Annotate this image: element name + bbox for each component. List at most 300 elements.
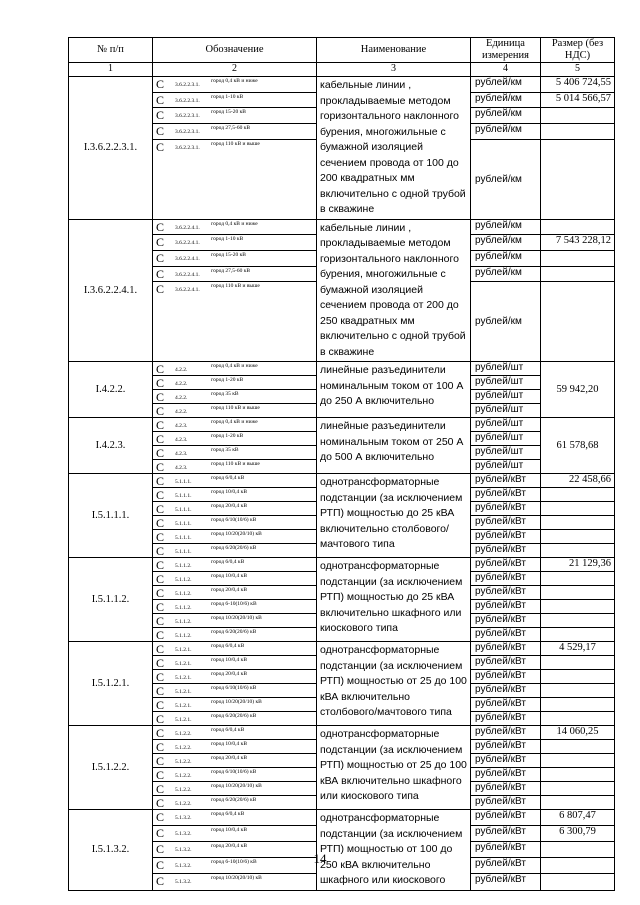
designation-subscript: 5.1.1.2.	[175, 605, 192, 611]
tariff-table	[68, 37, 615, 891]
item-name: линейные разъединители номинальным током от 100 А до 250 А включительно	[317, 362, 471, 418]
designation-letter: С	[156, 418, 165, 432]
designation-cell	[153, 488, 317, 502]
unit-cell: рублей/км	[471, 77, 541, 93]
designation-cell	[153, 460, 317, 474]
size-cell	[541, 600, 615, 614]
designation-subscript: 4.2.3.	[175, 437, 188, 443]
designation-cell	[153, 77, 317, 93]
designation-note: город 1-10 кВ	[211, 93, 244, 100]
size-cell	[541, 614, 615, 628]
designation-cell	[153, 670, 317, 684]
designation-subscript: 5.1.1.1.	[175, 493, 192, 499]
designation-note: город 10/20(20/10) кВ	[211, 783, 262, 789]
unit-cell: рублей/кВт	[471, 474, 541, 488]
designation-subscript: 3.6.2.2.3.1.	[175, 129, 200, 136]
col-num-3: 3	[317, 63, 471, 77]
designation-note: город 6/20(20/6) кВ	[211, 545, 257, 551]
designation-note: город 0,4 кВ и ниже	[211, 419, 258, 425]
designation-note: город 10/0,4 кВ	[211, 657, 248, 663]
designation-note: город 6/10(10/6) кВ	[211, 769, 257, 775]
col-num-4: 4	[471, 63, 541, 77]
unit-cell: рублей/кВт	[471, 782, 541, 796]
designation-subscript: 5.1.2.1.	[175, 689, 192, 695]
unit-cell: рублей/кВт	[471, 656, 541, 670]
designation-letter: С	[156, 282, 165, 297]
designation-cell	[153, 810, 317, 826]
item-number: I.5.1.1.2.	[69, 558, 153, 642]
designation-subscript: 5.1.3.2.	[175, 847, 192, 854]
designation-letter: С	[156, 858, 165, 873]
header-number: № п/п	[69, 38, 153, 63]
size-cell: 5 014 566,57	[541, 92, 615, 108]
designation-cell	[153, 139, 317, 219]
designation-subscript: 4.2.2.	[175, 409, 188, 415]
designation-letter: С	[156, 670, 165, 684]
designation-cell	[153, 558, 317, 572]
designation-note: город 27,5-60 кВ	[211, 267, 251, 274]
size-cell	[541, 586, 615, 600]
designation-note: город 110 кВ и выше	[211, 140, 260, 147]
unit-cell: рублей/кВт	[471, 810, 541, 826]
designation-letter: С	[156, 754, 165, 768]
header-size: Размер (без НДС)	[541, 38, 615, 63]
designation-subscript: 5.1.2.2.	[175, 787, 192, 793]
designation-letter: С	[156, 266, 165, 281]
designation-cell	[153, 282, 317, 362]
size-cell	[541, 544, 615, 558]
size-cell	[541, 488, 615, 502]
designation-subscript: 5.1.1.2.	[175, 619, 192, 625]
unit-cell: рублей/кВт	[471, 530, 541, 544]
designation-letter: С	[156, 404, 165, 418]
designation-letter: С	[156, 684, 165, 698]
header-designation: Обозначение	[153, 38, 317, 63]
designation-note: город 110 кВ и выше	[211, 461, 260, 467]
designation-letter: С	[156, 516, 165, 530]
designation-note: город 6/0,4 кВ	[211, 559, 245, 565]
designation-note: город 20/0,4 кВ	[211, 843, 248, 850]
designation-letter: С	[156, 572, 165, 586]
designation-subscript: 5.1.3.2.	[175, 863, 192, 870]
size-cell	[541, 698, 615, 712]
item-name: кабельные линии , прокладываемые методом горизонтального наклонного бурения, многожильные с бумажной изоляцией сечением провода от 100 до 200 квадратных мм включительно с одной трубой в скважине	[317, 77, 471, 220]
unit-cell: рублей/кВт	[471, 516, 541, 530]
unit-cell: рублей/шт	[471, 404, 541, 418]
designation-subscript: 3.6.2.2.4.1.	[175, 271, 200, 278]
designation-letter: С	[156, 842, 165, 857]
header-unit: Единица измерения	[471, 38, 541, 63]
unit-cell: рублей/кВт	[471, 712, 541, 726]
size-cell	[541, 712, 615, 726]
designation-subscript: 4.2.3.	[175, 465, 188, 471]
designation-letter: С	[156, 600, 165, 614]
item-name: однотрансформаторные подстанции (за исключением РТП) мощностью до 25 кВА включительно шкафного или киоскового типа	[317, 558, 471, 642]
size-cell	[541, 124, 615, 140]
designation-subscript: 3.6.2.2.4.1.	[175, 240, 200, 247]
designation-note: город 15-20 кВ	[211, 109, 246, 116]
designation-cell	[153, 530, 317, 544]
table-row	[69, 810, 615, 826]
size-cell	[541, 282, 615, 362]
unit-cell: рублей/шт	[471, 460, 541, 474]
designation-letter: С	[156, 77, 165, 91]
designation-subscript: 3.6.2.2.4.1.	[175, 287, 200, 294]
size-cell	[541, 266, 615, 282]
size-cell	[541, 250, 615, 266]
designation-cell	[153, 614, 317, 628]
designation-letter: С	[156, 108, 165, 123]
designation-letter: С	[156, 235, 165, 250]
designation-cell	[153, 796, 317, 810]
size-cell	[541, 740, 615, 754]
designation-letter: С	[156, 628, 165, 642]
unit-cell: рублей/кВт	[471, 642, 541, 656]
unit-cell: рублей/кВт	[471, 754, 541, 768]
unit-cell: рублей/кВт	[471, 502, 541, 516]
designation-subscript: 4.2.2.	[175, 367, 188, 373]
size-cell	[541, 139, 615, 219]
size-cell	[541, 572, 615, 586]
unit-cell: рублей/кВт	[471, 586, 541, 600]
designation-cell	[153, 754, 317, 768]
unit-cell: рублей/км	[471, 219, 541, 235]
designation-cell	[153, 782, 317, 796]
designation-subscript: 5.1.2.2.	[175, 731, 192, 737]
designation-cell	[153, 726, 317, 740]
designation-cell	[153, 235, 317, 251]
table-row	[69, 362, 615, 376]
unit-cell: рублей/кВт	[471, 488, 541, 502]
designation-note: город 6/20(20/6) кВ	[211, 713, 257, 719]
designation-letter: С	[156, 826, 165, 841]
col-num-1: 1	[69, 63, 153, 77]
designation-note: город 0,4 кВ и ниже	[211, 363, 258, 369]
item-name: однотрансформаторные подстанции (за исключением РТП) мощностью от 25 до 100 кВА включительно шкафного или киоскового типа	[317, 726, 471, 810]
designation-subscript: 3.6.2.2.4.1.	[175, 255, 200, 262]
designation-cell	[153, 266, 317, 282]
designation-subscript: 5.1.1.1.	[175, 535, 192, 541]
designation-subscript: 5.1.2.2.	[175, 745, 192, 751]
designation-note: город 6/0,4 кВ	[211, 475, 245, 481]
item-number: I.3.6.2.2.3.1.	[69, 77, 153, 220]
designation-subscript: 5.1.2.1.	[175, 647, 192, 653]
designation-note: город 6/0,4 кВ	[211, 811, 245, 817]
item-number: I.5.1.2.2.	[69, 726, 153, 810]
designation-subscript: 5.1.1.1.	[175, 521, 192, 527]
size-cell	[541, 782, 615, 796]
designation-note: город 10/0,4 кВ	[211, 489, 248, 495]
unit-cell: рублей/кВт	[471, 614, 541, 628]
unit-cell: рублей/шт	[471, 376, 541, 390]
designation-cell	[153, 92, 317, 108]
size-cell	[541, 219, 615, 235]
designation-cell	[153, 768, 317, 782]
designation-subscript: 5.1.1.1.	[175, 549, 192, 555]
designation-letter: С	[156, 446, 165, 460]
designation-subscript: 3.6.2.2.3.1.	[175, 113, 200, 120]
unit-cell: рублей/кВт	[471, 796, 541, 810]
designation-cell	[153, 404, 317, 418]
designation-note: город 6/0,4 кВ	[211, 727, 245, 733]
designation-note: город 1-20 кВ	[211, 377, 244, 383]
designation-letter: С	[156, 124, 165, 139]
designation-letter: С	[156, 530, 165, 544]
designation-letter: С	[156, 250, 165, 265]
designation-cell	[153, 474, 317, 488]
size-cell	[541, 628, 615, 642]
unit-cell: рублей/кВт	[471, 698, 541, 712]
designation-note: город 10/20(20/10) кВ	[211, 615, 262, 621]
item-name: однотрансформаторные подстанции (за исключением РТП) мощностью от 100 до 250 кВА включительно шкафного или киоскового	[317, 810, 471, 891]
unit-cell: рублей/шт	[471, 362, 541, 376]
size-cell	[541, 656, 615, 670]
designation-note: город 15-20 кВ	[211, 251, 246, 258]
designation-cell	[153, 446, 317, 460]
designation-cell	[153, 376, 317, 390]
header-name: Наименование	[317, 38, 471, 63]
unit-cell: рублей/кВт	[471, 600, 541, 614]
designation-letter: С	[156, 726, 165, 740]
designation-subscript: 3.6.2.2.3.1.	[175, 144, 200, 151]
unit-cell: рублей/кВт	[471, 874, 541, 890]
item-name: кабельные линии , прокладываемые методом горизонтального наклонного бурения, многожильные с бумажной изоляцией сечением провода от 200 до 250 квадратных мм включительно с одной трубой в скважине	[317, 219, 471, 362]
designation-note: город 0,4 кВ и ниже	[211, 220, 258, 227]
size-cell	[541, 768, 615, 782]
size-cell: 59 942,20	[541, 362, 615, 418]
designation-cell	[153, 390, 317, 404]
table-row	[69, 642, 615, 656]
item-number: I.4.2.3.	[69, 418, 153, 474]
designation-cell	[153, 874, 317, 890]
unit-cell: рублей/шт	[471, 446, 541, 460]
size-cell: 5 406 724,55	[541, 77, 615, 93]
designation-letter: С	[156, 712, 165, 726]
designation-note: город 6/0,4 кВ	[211, 643, 245, 649]
size-cell	[541, 108, 615, 124]
designation-cell	[153, 586, 317, 600]
size-cell	[541, 754, 615, 768]
size-cell: 7 543 228,12	[541, 235, 615, 251]
designation-note: город 35 кВ	[211, 391, 239, 397]
designation-letter: С	[156, 488, 165, 502]
designation-subscript: 4.2.2.	[175, 381, 188, 387]
size-cell	[541, 516, 615, 530]
size-cell: 4 529,17	[541, 642, 615, 656]
designation-subscript: 5.1.3.2.	[175, 831, 192, 838]
designation-letter: С	[156, 376, 165, 390]
designation-note: город 10/0,4 кВ	[211, 827, 248, 834]
designation-note: город 6-10(10/6) кВ	[211, 859, 257, 866]
designation-subscript: 5.1.1.2.	[175, 591, 192, 597]
size-cell	[541, 502, 615, 516]
unit-cell: рублей/кВт	[471, 726, 541, 740]
designation-subscript: 5.1.1.2.	[175, 577, 192, 583]
designation-subscript: 5.1.1.2.	[175, 563, 192, 569]
designation-letter: С	[156, 586, 165, 600]
designation-cell	[153, 656, 317, 670]
unit-cell: рублей/кВт	[471, 842, 541, 858]
unit-cell: рублей/кВт	[471, 544, 541, 558]
unit-cell: рублей/кВт	[471, 858, 541, 874]
unit-cell: рублей/шт	[471, 390, 541, 404]
designation-cell	[153, 418, 317, 432]
unit-cell: рублей/км	[471, 92, 541, 108]
designation-subscript: 5.1.2.2.	[175, 801, 192, 807]
designation-cell	[153, 124, 317, 140]
unit-cell: рублей/шт	[471, 432, 541, 446]
designation-subscript: 5.1.2.2.	[175, 773, 192, 779]
designation-note: город 10/20(20/10) кВ	[211, 699, 262, 705]
designation-subscript: 5.1.2.1.	[175, 661, 192, 667]
table-row	[69, 558, 615, 572]
designation-cell	[153, 572, 317, 586]
designation-letter: С	[156, 740, 165, 754]
designation-subscript: 5.1.3.2.	[175, 815, 192, 821]
unit-cell: рублей/шт	[471, 418, 541, 432]
unit-cell: рублей/кВт	[471, 740, 541, 754]
designation-letter: С	[156, 432, 165, 446]
designation-cell	[153, 642, 317, 656]
designation-subscript: 5.1.1.1.	[175, 507, 192, 513]
designation-subscript: 4.2.2.	[175, 395, 188, 401]
designation-subscript: 4.2.3.	[175, 423, 188, 429]
designation-letter: С	[156, 796, 165, 810]
item-number: I.5.1.3.2.	[69, 810, 153, 891]
designation-cell	[153, 740, 317, 754]
unit-cell: рублей/км	[471, 282, 541, 362]
table-row	[69, 219, 615, 235]
designation-letter: С	[156, 810, 165, 824]
designation-note: город 10/20(20/10) кВ	[211, 531, 262, 537]
designation-cell	[153, 712, 317, 726]
item-name: однотрансформаторные подстанции (за исключением РТП) мощностью до 25 кВА включительно столбового/мачтового типа	[317, 474, 471, 558]
unit-cell: рублей/км	[471, 124, 541, 140]
item-number: I.5.1.1.1.	[69, 474, 153, 558]
designation-note: город 6/10(10/6) кВ	[211, 517, 257, 523]
designation-cell	[153, 684, 317, 698]
designation-letter: С	[156, 92, 165, 107]
designation-letter: С	[156, 768, 165, 782]
unit-cell: рублей/кВт	[471, 768, 541, 782]
size-cell: 22 458,66	[541, 474, 615, 488]
designation-note: город 20/0,4 кВ	[211, 755, 248, 761]
designation-note: город 10/0,4 кВ	[211, 573, 248, 579]
designation-letter: С	[156, 474, 165, 488]
designation-subscript: 5.1.3.2.	[175, 879, 192, 886]
designation-cell	[153, 826, 317, 842]
designation-letter: С	[156, 782, 165, 796]
designation-note: город 1-20 кВ	[211, 433, 244, 439]
designation-letter: С	[156, 460, 165, 474]
table-row	[69, 418, 615, 432]
designation-cell	[153, 432, 317, 446]
designation-cell	[153, 502, 317, 516]
designation-note: город 10/20(20/10) кВ	[211, 875, 262, 882]
designation-subscript: 5.1.2.2.	[175, 759, 192, 765]
designation-letter: С	[156, 874, 165, 889]
designation-letter: С	[156, 502, 165, 516]
designation-note: город 110 кВ и выше	[211, 405, 260, 411]
designation-note: город 0,4 кВ и ниже	[211, 78, 258, 84]
designation-cell	[153, 600, 317, 614]
size-cell	[541, 874, 615, 890]
designation-cell	[153, 362, 317, 376]
designation-note: город 6-10(10/6) кВ	[211, 601, 257, 607]
table-row	[69, 77, 615, 93]
size-cell	[541, 530, 615, 544]
designation-note: город 6/20(20/6) кВ	[211, 797, 257, 803]
designation-letter: С	[156, 139, 165, 154]
unit-cell: рублей/кВт	[471, 628, 541, 642]
designation-subscript: 5.1.1.1.	[175, 479, 192, 485]
designation-note: город 27,5-60 кВ	[211, 125, 251, 132]
designation-letter: С	[156, 558, 165, 572]
designation-subscript: 4.2.3.	[175, 451, 188, 457]
designation-subscript: 3.6.2.2.4.1.	[175, 224, 200, 231]
designation-subscript: 5.1.2.1.	[175, 675, 192, 681]
page-number: 14	[313, 851, 327, 866]
table-row	[69, 474, 615, 488]
designation-letter: С	[156, 219, 165, 234]
designation-letter: С	[156, 656, 165, 670]
item-number: I.5.1.2.1.	[69, 642, 153, 726]
unit-cell: рублей/кВт	[471, 826, 541, 842]
size-cell: 21 129,36	[541, 558, 615, 572]
size-cell: 6 300,79	[541, 826, 615, 842]
designation-cell	[153, 628, 317, 642]
designation-cell	[153, 219, 317, 235]
designation-letter: С	[156, 544, 165, 558]
designation-note: город 20/0,4 кВ	[211, 503, 248, 509]
designation-note: город 35 кВ	[211, 447, 239, 453]
unit-cell: рублей/км	[471, 266, 541, 282]
unit-cell: рублей/кВт	[471, 670, 541, 684]
size-cell: 6 807,47	[541, 810, 615, 826]
designation-note: город 6/20(20/6) кВ	[211, 629, 257, 635]
unit-cell: рублей/кВт	[471, 684, 541, 698]
designation-cell	[153, 250, 317, 266]
size-cell	[541, 684, 615, 698]
designation-cell	[153, 698, 317, 712]
designation-letter: С	[156, 362, 165, 376]
size-cell	[541, 670, 615, 684]
col-num-2: 2	[153, 63, 317, 77]
unit-cell: рублей/кВт	[471, 558, 541, 572]
item-number: I.4.2.2.	[69, 362, 153, 418]
designation-subscript: 5.1.2.1.	[175, 717, 192, 723]
designation-subscript: 5.1.1.2.	[175, 633, 192, 639]
designation-note: город 1-10 кВ	[211, 236, 244, 243]
unit-cell: рублей/км	[471, 108, 541, 124]
table-row	[69, 726, 615, 740]
designation-note: город 6/10(10/6) кВ	[211, 685, 257, 691]
column-number-row	[69, 63, 615, 77]
designation-letter: С	[156, 614, 165, 628]
item-number: I.3.6.2.2.4.1.	[69, 219, 153, 362]
unit-cell: рублей/км	[471, 235, 541, 251]
designation-note: город 20/0,4 кВ	[211, 587, 248, 593]
designation-letter: С	[156, 698, 165, 712]
size-cell: 14 060,25	[541, 726, 615, 740]
designation-subscript: 5.1.2.1.	[175, 703, 192, 709]
item-name: однотрансформаторные подстанции (за исключением РТП) мощностью от 25 до 100 кВА включительно столбового/мачтового типа	[317, 642, 471, 726]
col-num-5: 5	[541, 63, 615, 77]
designation-note: город 10/0,4 кВ	[211, 741, 248, 747]
unit-cell: рублей/км	[471, 139, 541, 219]
header-row	[69, 38, 615, 63]
designation-subscript: 3.6.2.2.3.1.	[175, 97, 200, 104]
